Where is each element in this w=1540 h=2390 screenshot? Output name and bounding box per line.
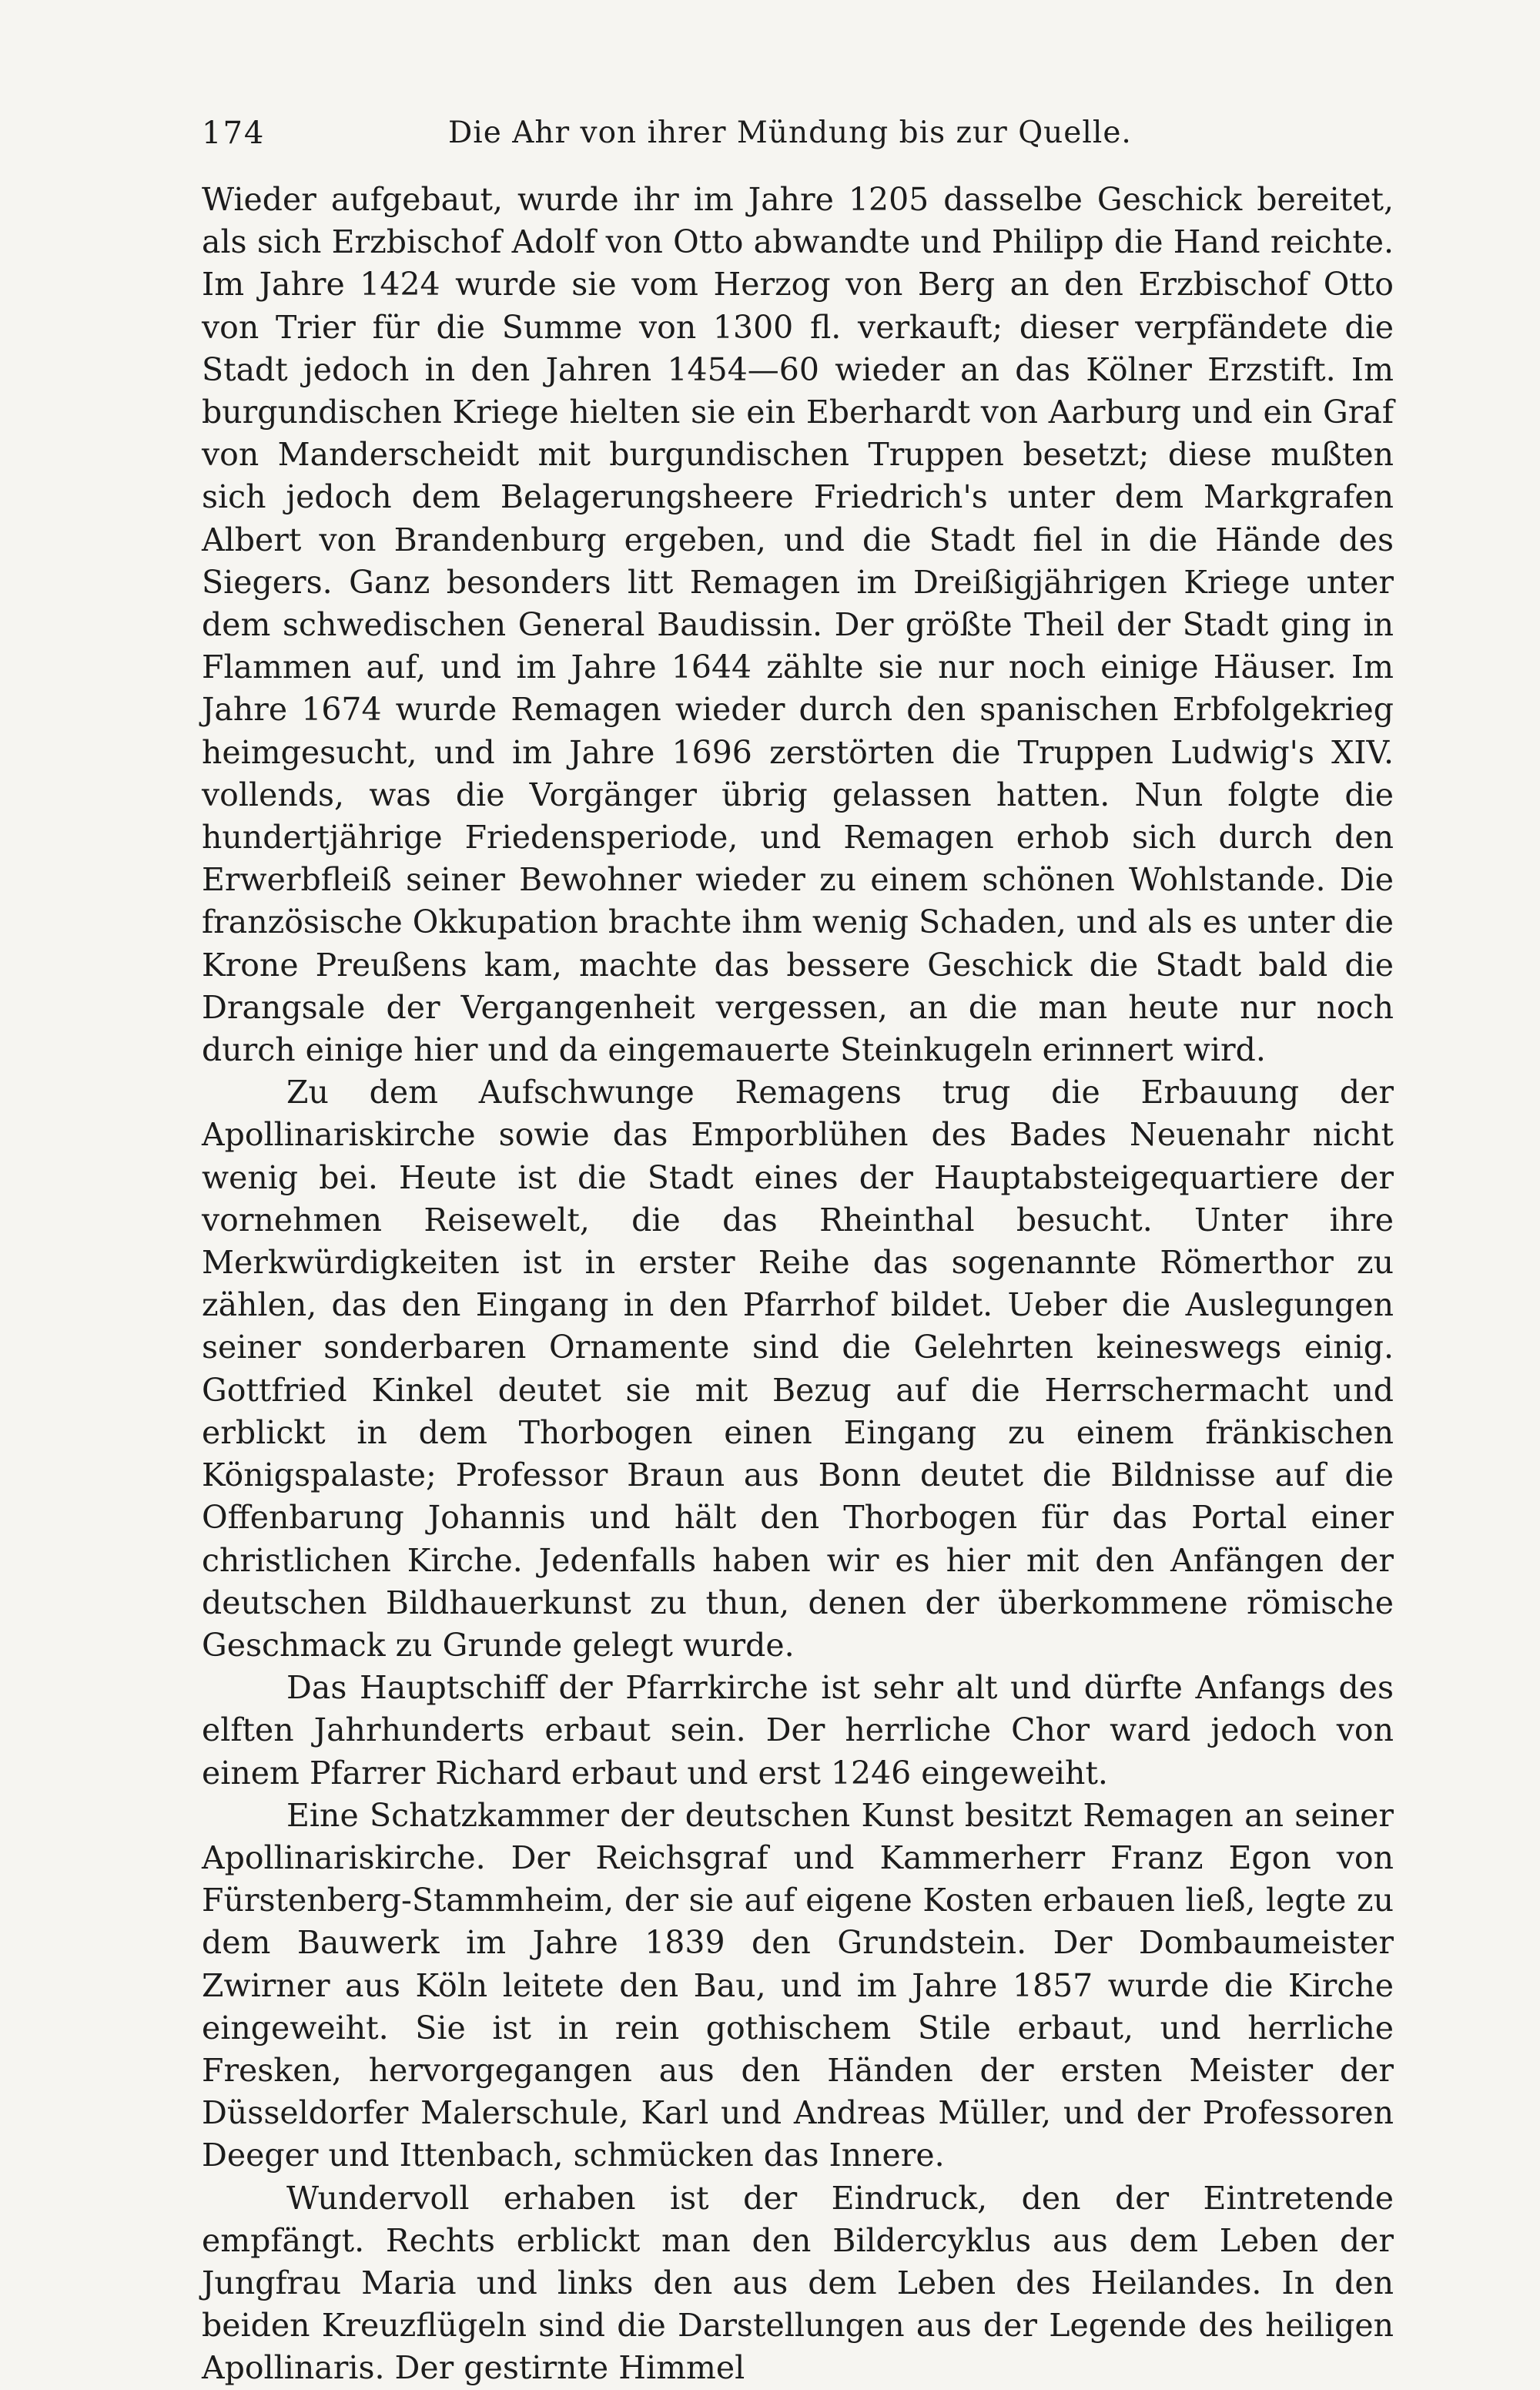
paragraph-interior: Wundervoll erhaben ist der Eindruck, den der Eintretende empfängt. Rechts erblickt man den Bildercyklus aus dem Leben der Jungfrau Maria und links den aus dem Leben des Heilandes. In den beiden Kreuzflügeln sind die Darstellungen aus der Legende des heiligen Apollinaris. Der gestirnte Himmel — [202, 2179, 1394, 2387]
body-text — [202, 179, 1394, 2390]
paragraph-pfarrkirche: Das Hauptschiff der Pfarrkirche ist sehr alt und dürfte Anfangs des elften Jahrhunderts erbaut sein. Der herrliche Chor ward jedoch von einem Pfarrer Richard erbaut und erst 1246 eingeweiht. — [202, 1669, 1394, 1792]
page-header — [202, 116, 1395, 162]
paragraph-history: Wieder aufgebaut, wurde ihr im Jahre 1205 dasselbe Geschick bereitet, als sich Erzbischof Adolf von Otto abwandte und Philipp die Hand reichte. Im Jahre 1424 wurde sie vom Herzog von Berg an den Erzbischof Otto von Trier für die Summe von 1300 fl. verkauft; dieser verpfändete die Stadt jedoch in den Jahren 1454—60 wieder an das Kölner Erzstift. Im burgundischen Kriege hielten sie ein Eberhardt von Aarburg und ein Graf von Manderscheidt mit burgundischen Truppen besetzt; diese mußten sich jedoch dem Belagerungsheere Friedrich's unter dem Markgrafen Albert von Brandenburg ergeben, und die Stadt fiel in die Hände des Siegers. Ganz besonders litt Remagen im Dreißigjährigen Kriege unter dem schwedischen General Baudissin. Der größte Theil der Stadt ging in Flammen auf, und im Jahre 1644 zählte sie nur noch einige Häuser. Im Jahre 1674 wurde Remagen wieder durch den spanischen Erbfolgekrieg heimgesucht, und im Jahre 1696 zerstörten die Truppen Ludwig's XIV. vollends, was die Vorgänger übrig gelassen hatten. Nun folgte die hundertjährige Friedensperiode, und Remagen erhob sich durch den Erwerbfleiß seiner Bewohner wieder zu einem schönen Wohlstande. Die französische Okkupation brachte ihm wenig Schaden, und als es unter die Krone Preußens kam, machte das bessere Geschick die Stadt bald die Drangsale der Vergangenheit vergessen, an die man heute nur noch durch einige hier und da eingemauerte Steinkugeln erinnert wird. — [202, 181, 1394, 1069]
running-head: Die Ahr von ihrer Mündung bis zur Quelle. — [448, 116, 1132, 150]
page-number: 174 — [202, 116, 266, 151]
paragraph-roemerthor: Zu dem Aufschwunge Remagens trug die Erbauung der Apollinariskirche sowie das Emporblühen des Bades Neuenahr nicht wenig bei. Heute ist die Stadt eines der Hauptabsteigequartiere der vornehmen Reisewelt, die das Rheinthal besucht. Unter ihre Merkwürdigkeiten ist in erster Reihe das sogenannte Römerthor zu zählen, das den Eingang in den Pfarrhof bildet. Ueber die Auslegungen seiner sonderbaren Ornamente sind die Gelehrten keineswegs einig. Gottfried Kinkel deutet sie mit Bezug auf die Herrschermacht und erblickt in dem Thorbogen einen Eingang zu einem fränkischen Königspalaste; Professor Braun aus Bonn deutet die Bildnisse auf die Offenbarung Johannis und hält den Thorbogen für das Portal einer christlichen Kirche. Jedenfalls haben wir es hier mit den Anfängen der deutschen Bildhauerkunst zu thun, denen der überkommene römische Geschmack zu Grunde gelegt wurde. — [202, 1074, 1394, 1664]
paragraph-apollinariskirche: Eine Schatzkammer der deutschen Kunst besitzt Remagen an seiner Apollinariskirche. Der Reichsgraf und Kammerherr Franz Egon von Fürstenberg-Stammheim, der sie auf eigene Kosten erbauen ließ, legte zu dem Bauwerk im Jahre 1839 den Grundstein. Der Dombaumeister Zwirner aus Köln leitete den Bau, und im Jahre 1857 wurde die Kirche eingeweiht. Sie ist in rein gothischem Stile erbaut, und herrliche Fresken, hervorgegangen aus den Händen der ersten Meister der Düsseldorfer Malerschule, Karl und Andreas Müller, und der Professoren Deeger und Ittenbach, schmücken das Innere. — [202, 1796, 1394, 2174]
